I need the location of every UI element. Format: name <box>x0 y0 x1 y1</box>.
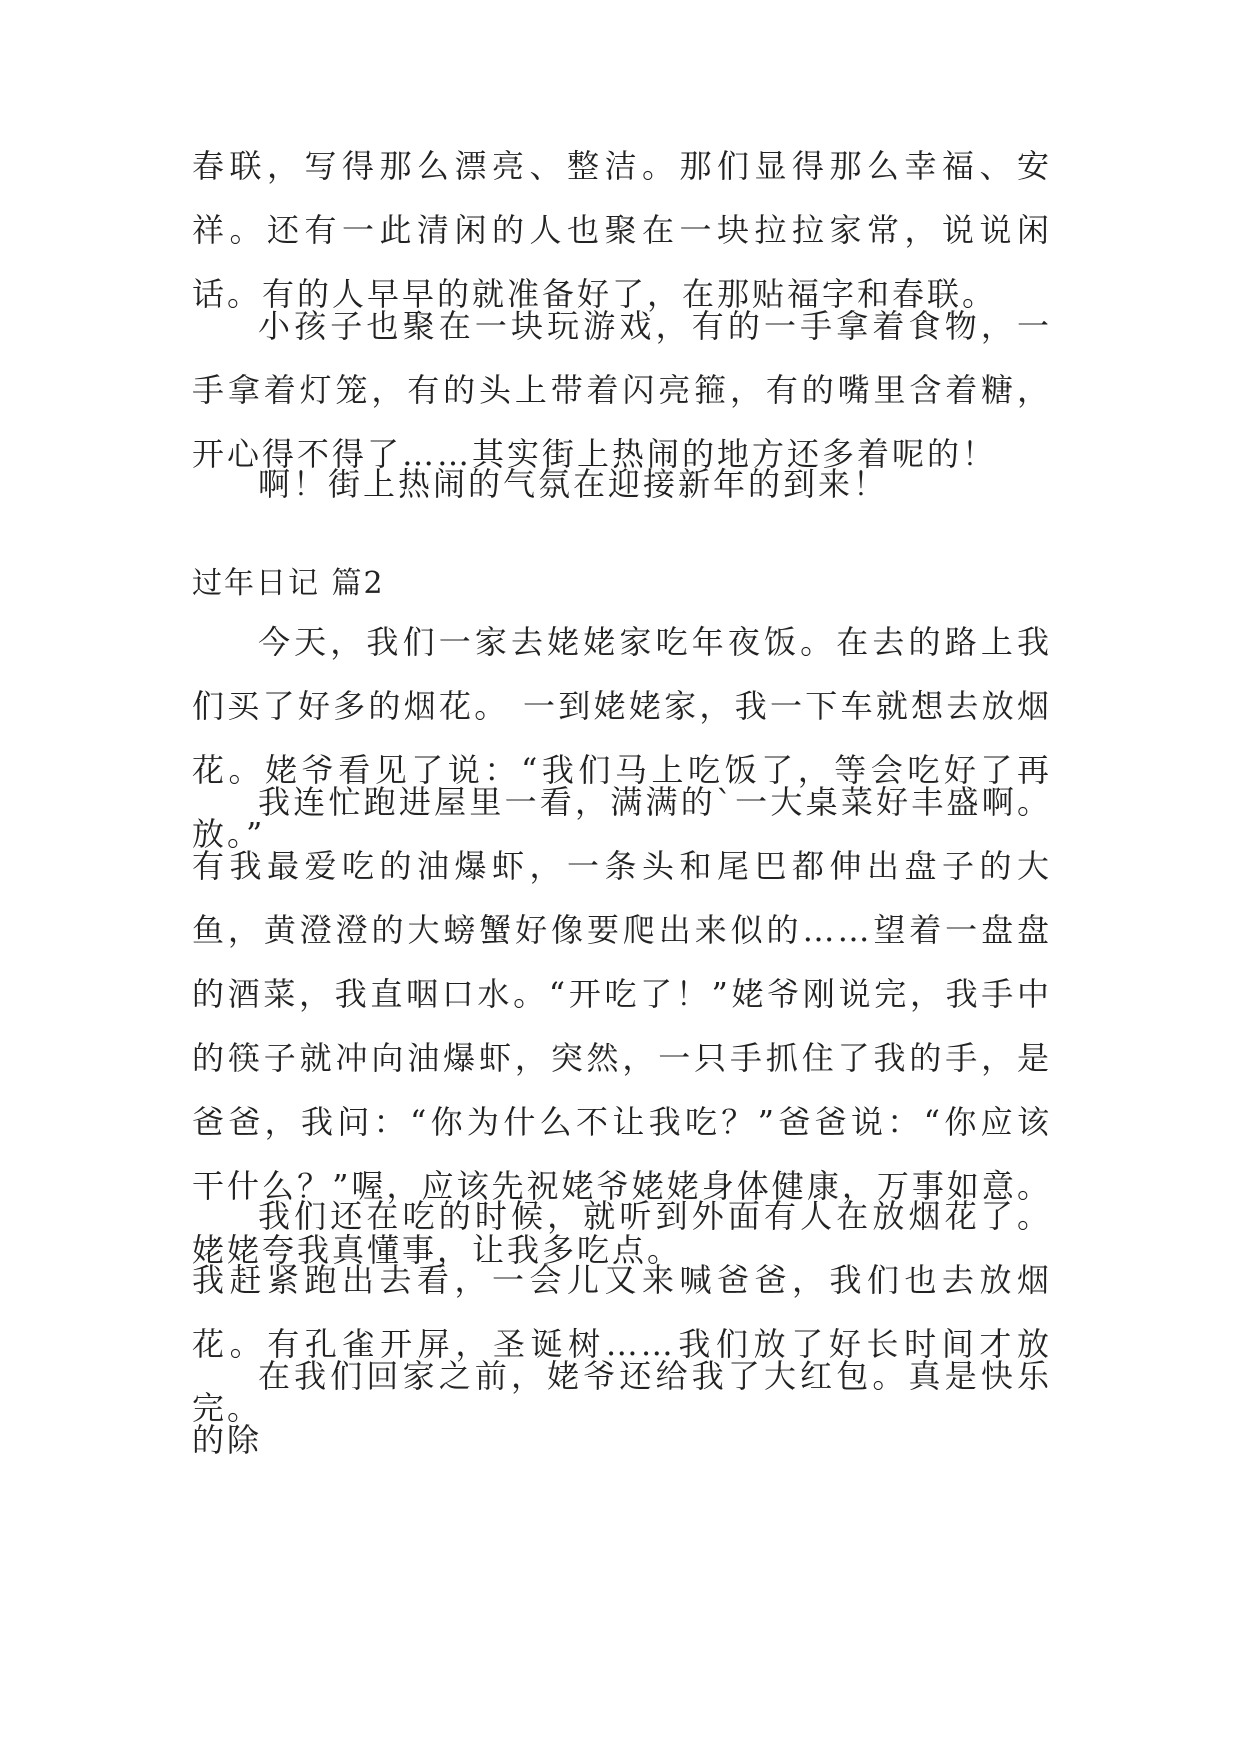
paragraph-new-year-atmosphere: 啊！街上热闹的气氛在迎接新年的到来！ <box>258 465 889 503</box>
paragraph-red-envelope: 在我们回家之前，姥爷还给我了大红包。真是快乐的除 <box>192 1357 1052 1459</box>
paragraph-fireworks: 我们还在吃的时候，就听到外面有人在放烟花了。我赶紧跑出去看，一会儿又来喊爸爸，我们也去放烟花。有孔雀开屏，圣诞树……我们放了好长时间才放完。 <box>192 1197 1052 1427</box>
paragraph-spring-couplets: 春联，写得那么漂亮、整洁。那们显得那么幸福、安祥。还有一此清闲的人也聚在一块拉拉家常，说说闲话。有的人早早的就准备好了，在那贴福字和春联。 <box>192 147 1052 313</box>
paragraph-big-meal: 我连忙跑进屋里一看，满满的`一大桌菜好丰盛啊。有我最爱吃的油爆虾，一条头和尾巴都伸出盘子的大鱼，黄澄澄的大螃蟹好像要爬出来似的……望着一盘盘的酒菜，我直咽口水。“开吃了！”姥爷刚说完，我手中的筷子就冲向油爆虾，突然，一只手抓住了我的手，是爸爸，我问：“你为什么不让我吃？”爸爸说：“你应该干什么？”喔，应该先祝姥爷姥姥身体健康，万事如意。姥姥夸我真懂事，让我多吃点。 <box>192 783 1052 1269</box>
paragraph-children-playing: 小孩子也聚在一块玩游戏，有的一手拿着食物，一手拿着灯笼，有的头上带着闪亮箍，有的嘴里含着糖，开心得不得了……其实街上热闹的地方还多着呢的！ <box>192 307 1052 473</box>
section-heading: 过年日记 篇2 <box>192 566 385 601</box>
paragraph-grandma-dinner: 今天，我们一家去姥姥家吃年夜饭。在去的路上我们买了好多的烟花。 一到姥姥家，我一下车就想去放烟花。姥爷看见了说：“我们马上吃饭了，等会吃好了再放。” <box>192 623 1052 853</box>
